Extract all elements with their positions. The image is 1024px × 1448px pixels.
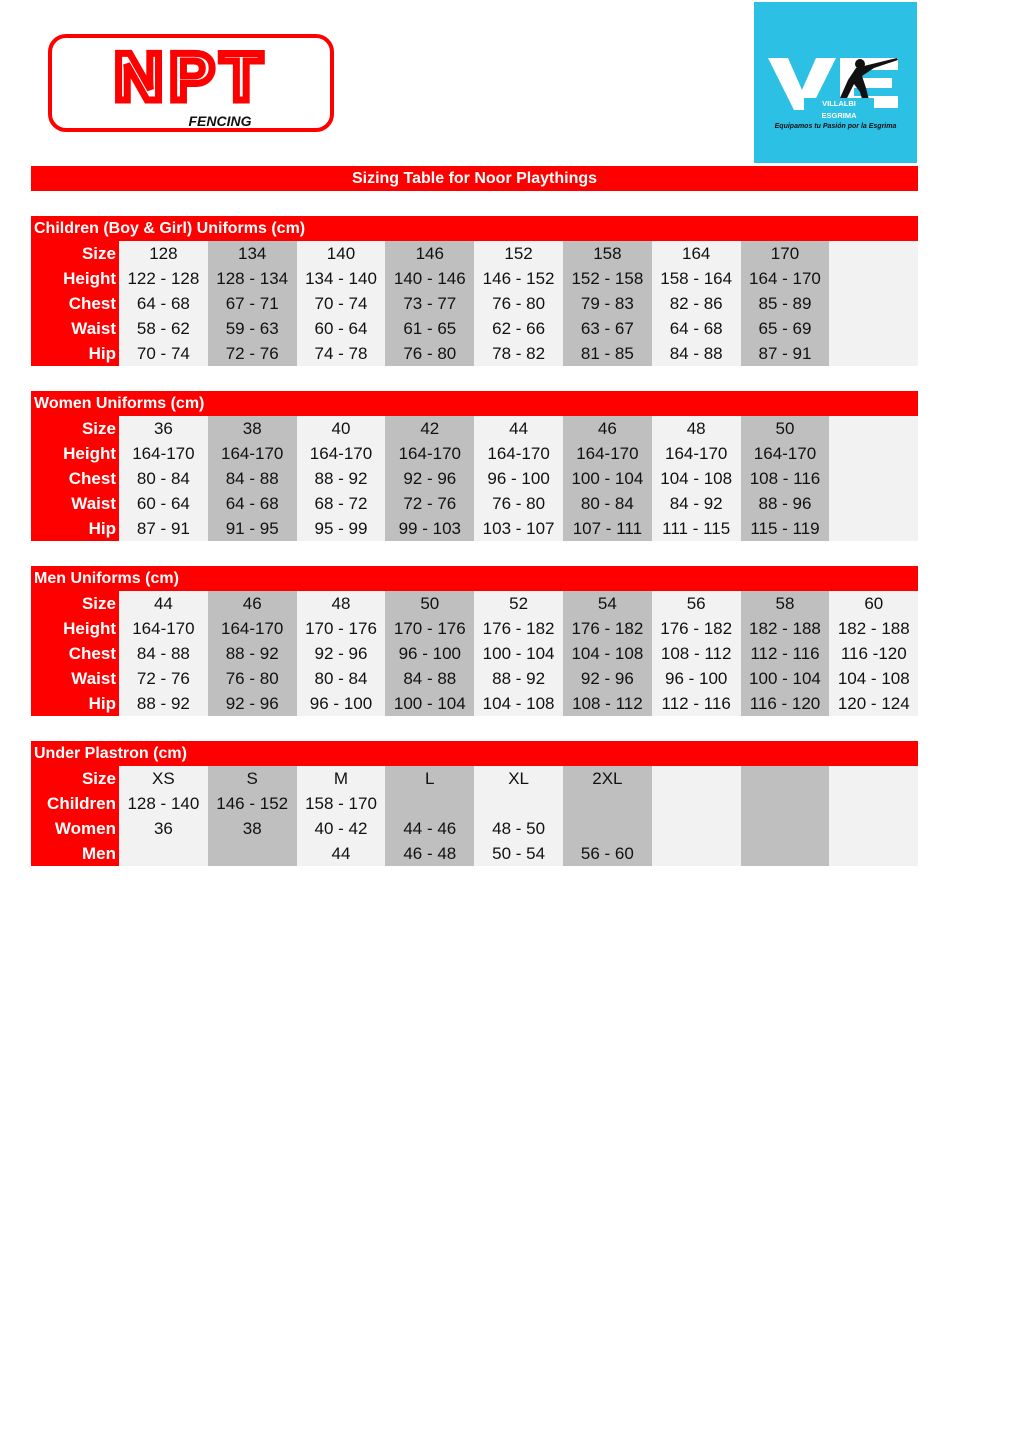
table-cell: 108 - 116 — [741, 466, 830, 491]
table-cell: 44 — [297, 841, 386, 866]
table-row — [31, 266, 918, 291]
table-cell: 100 - 104 — [474, 641, 563, 666]
table-cell: 58 - 62 — [119, 316, 208, 341]
table-cell: 128 - 140 — [119, 791, 208, 816]
table-cell: 44 - 46 — [385, 816, 474, 841]
table-cell — [829, 241, 918, 266]
table-cell: 182 - 188 — [829, 616, 918, 641]
table-cell: 84 - 88 — [385, 666, 474, 691]
table-cell — [829, 466, 918, 491]
table-cell: 70 - 74 — [297, 291, 386, 316]
table-cell: 164-170 — [208, 441, 297, 466]
table-cell: 88 - 92 — [297, 466, 386, 491]
svg-text:FENCING: FENCING — [188, 113, 252, 129]
table-cell — [652, 766, 741, 791]
table-cell: 76 - 80 — [385, 341, 474, 366]
table-cell: 36 — [119, 416, 208, 441]
table-cell: 100 - 104 — [563, 466, 652, 491]
table-cell: 68 - 72 — [297, 491, 386, 516]
table-cell — [829, 791, 918, 816]
table-cell: 50 — [385, 591, 474, 616]
table-cell — [741, 816, 830, 841]
table-cell — [208, 841, 297, 866]
women-uniforms-table — [31, 391, 918, 541]
table-cell: 48 — [297, 591, 386, 616]
page-title: Sizing Table for Noor Playthings — [31, 166, 918, 191]
table-cell: 72 - 76 — [119, 666, 208, 691]
children-uniforms-table — [31, 216, 918, 366]
table-cell: 96 - 100 — [652, 666, 741, 691]
table-cell: 164-170 — [652, 441, 741, 466]
table-cell: 80 - 84 — [563, 491, 652, 516]
table-cell: 91 - 95 — [208, 516, 297, 541]
table-row — [31, 516, 918, 541]
table-cell: 84 - 92 — [652, 491, 741, 516]
table-cell: 88 - 96 — [741, 491, 830, 516]
table-cell: 146 - 152 — [208, 791, 297, 816]
table-row — [31, 816, 918, 841]
table-cell: 170 — [741, 241, 830, 266]
table-cell: 44 — [474, 416, 563, 441]
table-cell: 152 - 158 — [563, 266, 652, 291]
row-label: Hip — [31, 516, 119, 541]
table-cell: 103 - 107 — [474, 516, 563, 541]
table-cell — [829, 491, 918, 516]
table-cell — [829, 516, 918, 541]
table-cell: 38 — [208, 416, 297, 441]
table-cell: 36 — [119, 816, 208, 841]
table-cell: 63 - 67 — [563, 316, 652, 341]
table-cell: 104 - 108 — [563, 641, 652, 666]
table-cell: 48 - 50 — [474, 816, 563, 841]
table-cell — [829, 416, 918, 441]
table-cell — [652, 791, 741, 816]
table-cell: 164-170 — [208, 616, 297, 641]
row-label: Waist — [31, 316, 119, 341]
table-heading: Women Uniforms (cm) — [31, 391, 918, 416]
table-cell: 92 - 96 — [297, 641, 386, 666]
table-cell: 115 - 119 — [741, 516, 830, 541]
table-cell: 164-170 — [385, 441, 474, 466]
table-cell — [829, 291, 918, 316]
table-cell — [563, 816, 652, 841]
row-label: Chest — [31, 466, 119, 491]
table-cell: 85 - 89 — [741, 291, 830, 316]
table-heading: Under Plastron (cm) — [31, 741, 918, 766]
table-cell: 73 - 77 — [385, 291, 474, 316]
table-cell: 42 — [385, 416, 474, 441]
table-cell: 176 - 182 — [474, 616, 563, 641]
table-cell: 50 — [741, 416, 830, 441]
table-cell: 84 - 88 — [208, 466, 297, 491]
row-label: Size — [31, 766, 119, 791]
table-row — [31, 691, 918, 716]
row-label: Men — [31, 841, 119, 866]
table-row — [31, 841, 918, 866]
table-cell: 60 - 64 — [297, 316, 386, 341]
table-cell: 120 - 124 — [829, 691, 918, 716]
table-cell: 92 - 96 — [208, 691, 297, 716]
table-row — [31, 241, 918, 266]
table-cell: 79 - 83 — [563, 291, 652, 316]
table-cell — [741, 841, 830, 866]
size-grid — [31, 416, 918, 541]
table-cell: 46 — [563, 416, 652, 441]
table-cell: 164-170 — [119, 616, 208, 641]
table-row — [31, 466, 918, 491]
row-label: Children — [31, 791, 119, 816]
table-cell: 70 - 74 — [119, 341, 208, 366]
row-label: Chest — [31, 641, 119, 666]
table-cell: 44 — [119, 591, 208, 616]
table-cell: 61 - 65 — [385, 316, 474, 341]
table-cell: 60 - 64 — [119, 491, 208, 516]
table-cell — [652, 816, 741, 841]
table-cell: 2XL — [563, 766, 652, 791]
table-cell: 111 - 115 — [652, 516, 741, 541]
table-cell — [829, 816, 918, 841]
table-cell — [829, 841, 918, 866]
table-row — [31, 766, 918, 791]
villalbi-tagline: Equipamos tu Pasión por la Esgrima — [774, 123, 897, 130]
table-cell: 164-170 — [741, 441, 830, 466]
table-cell: 134 - 140 — [297, 266, 386, 291]
table-cell: 107 - 111 — [563, 516, 652, 541]
row-label: Hip — [31, 691, 119, 716]
table-cell: 164 — [652, 241, 741, 266]
table-cell: 96 - 100 — [385, 641, 474, 666]
table-row — [31, 666, 918, 691]
table-cell: 164-170 — [563, 441, 652, 466]
table-cell: 164 - 170 — [741, 266, 830, 291]
table-cell: 84 - 88 — [652, 341, 741, 366]
table-cell: 92 - 96 — [385, 466, 474, 491]
table-cell: 48 — [652, 416, 741, 441]
table-cell: 46 - 48 — [385, 841, 474, 866]
table-cell: 146 — [385, 241, 474, 266]
table-cell: 170 - 176 — [385, 616, 474, 641]
table-cell: 65 - 69 — [741, 316, 830, 341]
table-cell — [385, 791, 474, 816]
table-cell: 164-170 — [474, 441, 563, 466]
table-cell — [829, 441, 918, 466]
table-cell: 60 — [829, 591, 918, 616]
table-heading: Children (Boy & Girl) Uniforms (cm) — [31, 216, 918, 241]
table-cell: M — [297, 766, 386, 791]
table-cell: 134 — [208, 241, 297, 266]
table-cell: 76 - 80 — [474, 491, 563, 516]
table-cell: 76 - 80 — [474, 291, 563, 316]
table-row — [31, 341, 918, 366]
table-cell: 158 - 164 — [652, 266, 741, 291]
villalbi-esgrima-logo — [754, 2, 917, 163]
table-cell: S — [208, 766, 297, 791]
table-cell: 56 — [652, 591, 741, 616]
table-cell: 62 - 66 — [474, 316, 563, 341]
table-cell — [829, 341, 918, 366]
svg-text:NPT: NPT — [114, 39, 268, 115]
table-row — [31, 316, 918, 341]
row-label: Waist — [31, 491, 119, 516]
row-label: Size — [31, 591, 119, 616]
table-cell — [829, 766, 918, 791]
table-cell: XS — [119, 766, 208, 791]
row-label: Height — [31, 266, 119, 291]
table-cell: 96 - 100 — [297, 691, 386, 716]
table-row — [31, 416, 918, 441]
table-cell: 96 - 100 — [474, 466, 563, 491]
table-row — [31, 616, 918, 641]
table-cell: 158 - 170 — [297, 791, 386, 816]
table-cell: 87 - 91 — [741, 341, 830, 366]
table-cell — [829, 266, 918, 291]
size-grid — [31, 766, 918, 866]
table-cell: 74 - 78 — [297, 341, 386, 366]
table-cell: 104 - 108 — [829, 666, 918, 691]
table-cell — [741, 766, 830, 791]
table-cell: 182 - 188 — [741, 616, 830, 641]
table-cell: 40 — [297, 416, 386, 441]
table-cell: 88 - 92 — [119, 691, 208, 716]
table-cell: 64 - 68 — [652, 316, 741, 341]
table-cell — [829, 316, 918, 341]
table-cell: 176 - 182 — [652, 616, 741, 641]
table-cell: 38 — [208, 816, 297, 841]
row-label: Waist — [31, 666, 119, 691]
table-cell — [741, 791, 830, 816]
row-label: Chest — [31, 291, 119, 316]
table-cell: 88 - 92 — [474, 666, 563, 691]
table-cell — [119, 841, 208, 866]
table-cell: 72 - 76 — [385, 491, 474, 516]
row-label: Height — [31, 616, 119, 641]
table-cell — [474, 791, 563, 816]
size-grid — [31, 241, 918, 366]
table-cell: 99 - 103 — [385, 516, 474, 541]
table-cell: 80 - 84 — [297, 666, 386, 691]
table-cell: 64 - 68 — [208, 491, 297, 516]
table-cell: 100 - 104 — [741, 666, 830, 691]
table-cell: 78 - 82 — [474, 341, 563, 366]
under-plastron-table — [31, 741, 918, 866]
row-label: Size — [31, 241, 119, 266]
table-cell: 164-170 — [297, 441, 386, 466]
table-row — [31, 291, 918, 316]
table-cell: 92 - 96 — [563, 666, 652, 691]
table-cell: 81 - 85 — [563, 341, 652, 366]
table-cell: 52 — [474, 591, 563, 616]
table-row — [31, 641, 918, 666]
table-cell: 104 - 108 — [474, 691, 563, 716]
table-cell: 116 - 120 — [741, 691, 830, 716]
table-row — [31, 591, 918, 616]
table-cell: 128 — [119, 241, 208, 266]
table-cell: 72 - 76 — [208, 341, 297, 366]
table-cell — [563, 791, 652, 816]
table-cell: 54 — [563, 591, 652, 616]
table-cell: 122 - 128 — [119, 266, 208, 291]
table-cell: 164-170 — [119, 441, 208, 466]
table-cell — [652, 841, 741, 866]
row-label: Hip — [31, 341, 119, 366]
table-cell: 112 - 116 — [741, 641, 830, 666]
table-cell: 67 - 71 — [208, 291, 297, 316]
table-row — [31, 791, 918, 816]
table-cell: 140 - 146 — [385, 266, 474, 291]
table-cell: 128 - 134 — [208, 266, 297, 291]
table-cell: 87 - 91 — [119, 516, 208, 541]
table-row — [31, 441, 918, 466]
table-cell: 56 - 60 — [563, 841, 652, 866]
table-cell: 59 - 63 — [208, 316, 297, 341]
table-cell: L — [385, 766, 474, 791]
table-row — [31, 491, 918, 516]
npt-fencing-logo — [48, 34, 334, 132]
table-cell: 170 - 176 — [297, 616, 386, 641]
table-cell: 140 — [297, 241, 386, 266]
table-cell: XL — [474, 766, 563, 791]
size-grid — [31, 591, 918, 716]
table-cell: 88 - 92 — [208, 641, 297, 666]
table-cell: 108 - 112 — [652, 641, 741, 666]
table-cell: 82 - 86 — [652, 291, 741, 316]
table-cell: 146 - 152 — [474, 266, 563, 291]
villalbi-name: VILLALBI ESGRIMA — [821, 99, 857, 120]
men-uniforms-table — [31, 566, 918, 716]
table-cell: 58 — [741, 591, 830, 616]
table-cell: 116 -120 — [829, 641, 918, 666]
table-cell: 40 - 42 — [297, 816, 386, 841]
table-cell: 84 - 88 — [119, 641, 208, 666]
table-cell: 152 — [474, 241, 563, 266]
row-label: Size — [31, 416, 119, 441]
table-cell: 80 - 84 — [119, 466, 208, 491]
table-cell: 95 - 99 — [297, 516, 386, 541]
table-cell: 158 — [563, 241, 652, 266]
table-cell: 108 - 112 — [563, 691, 652, 716]
table-cell: 112 - 116 — [652, 691, 741, 716]
table-cell: 104 - 108 — [652, 466, 741, 491]
table-cell: 50 - 54 — [474, 841, 563, 866]
table-heading: Men Uniforms (cm) — [31, 566, 918, 591]
table-cell: 76 - 80 — [208, 666, 297, 691]
table-cell: 64 - 68 — [119, 291, 208, 316]
table-cell: 46 — [208, 591, 297, 616]
row-label: Height — [31, 441, 119, 466]
table-cell: 176 - 182 — [563, 616, 652, 641]
table-cell: 100 - 104 — [385, 691, 474, 716]
row-label: Women — [31, 816, 119, 841]
